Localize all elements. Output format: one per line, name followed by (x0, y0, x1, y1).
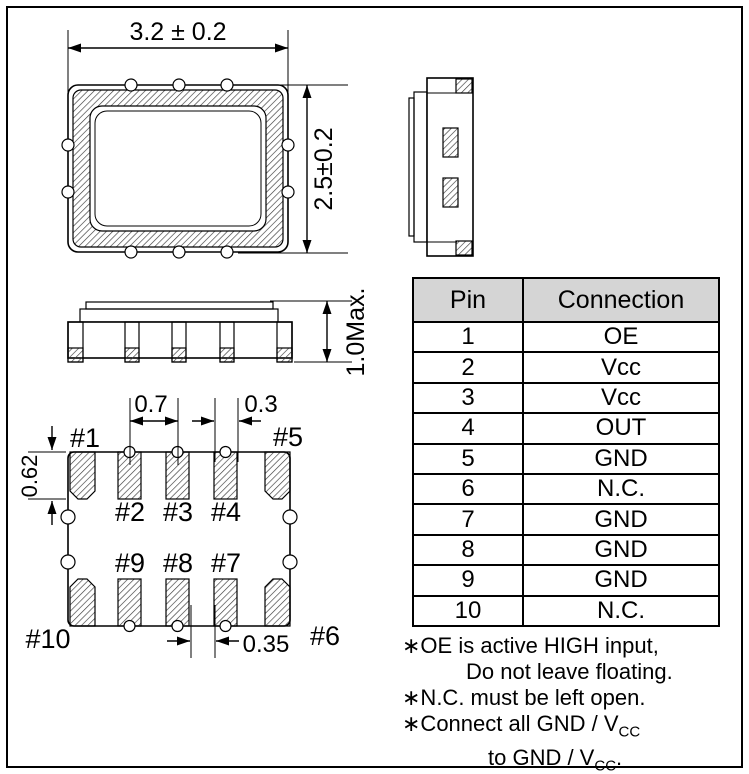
pin-connection: GND (523, 535, 719, 565)
pad-label-10: #10 (25, 624, 71, 654)
pin-connection: OUT (523, 413, 719, 443)
pad-label-8: #8 (162, 548, 194, 578)
pin-number: 4 (413, 413, 523, 443)
pin-connection: GND (523, 504, 719, 534)
table-row (413, 413, 719, 443)
castellation-notch (173, 79, 185, 91)
table-header-row (413, 278, 719, 322)
pad-4 (214, 452, 237, 499)
pad-10 (70, 579, 95, 626)
pin-number: 10 (413, 596, 523, 626)
pin-connection: GND (523, 444, 719, 474)
pin-connection-table (412, 277, 720, 627)
pad-label-1: #1 (69, 423, 101, 453)
vcc-subscript: CC (618, 723, 641, 741)
seal-hatch (456, 241, 472, 255)
pin-connection: GND (523, 565, 719, 595)
pin-number: 3 (413, 383, 523, 413)
note-gnd-line2 (402, 745, 742, 774)
top-view-drawing (62, 18, 348, 258)
note-oe-line2: Do not leave floating. (466, 659, 673, 684)
pad-1 (70, 452, 95, 499)
pad-label-6: #6 (309, 621, 341, 651)
side-pad (443, 178, 458, 207)
pad-5 (265, 452, 290, 499)
pad-length-label: 0.62 (17, 454, 42, 498)
pin-number: 8 (413, 535, 523, 565)
castellation-notch (62, 139, 74, 151)
castellation-notch (282, 139, 294, 151)
pad-label-7: #7 (210, 548, 242, 578)
pad-6 (265, 579, 290, 626)
pin-number: 7 (413, 504, 523, 534)
pin-number: 6 (413, 474, 523, 504)
pin-connection: Vcc (523, 383, 719, 413)
pin-connection: OE (523, 322, 719, 352)
table-row (413, 444, 719, 474)
front-view-drawing (68, 288, 370, 377)
table-row (413, 596, 719, 626)
pad-pitch-label: 0.7 (134, 391, 168, 418)
bottom-view-drawing (17, 391, 340, 658)
pin-connection: Vcc (523, 352, 719, 382)
pad-label-2: #2 (114, 497, 146, 527)
note-oe-line1: ∗OE is active HIGH input, (402, 633, 659, 658)
pin-connection: N.C. (523, 596, 719, 626)
pad-8 (166, 579, 189, 626)
table-row (413, 504, 719, 534)
table-row (413, 322, 719, 352)
side-pad (443, 128, 458, 157)
pad-9 (118, 579, 141, 626)
castellation-notch (62, 186, 74, 198)
dimension-pad-length (17, 426, 66, 525)
castellation-notch (221, 246, 233, 258)
connection-column-header: Connection (523, 278, 719, 322)
note-gnd-line1-text: ∗Connect all GND / V (402, 711, 619, 736)
pad-label-5: #5 (272, 422, 304, 452)
vcc-subscript: CC (594, 757, 617, 774)
notes-block (402, 633, 742, 774)
pad-label-3: #3 (162, 497, 194, 527)
seal-hatch (456, 79, 472, 93)
notch-width-label: 0.35 (242, 631, 290, 658)
castellation-notch (173, 246, 185, 258)
body-width-label: 3.2 ± 0.2 (129, 18, 227, 46)
table-row (413, 474, 719, 504)
pin-number: 2 (413, 352, 523, 382)
body-thickness-label: 1.0Max. (342, 287, 370, 377)
pin-connection: N.C. (523, 474, 719, 504)
side-view-drawing (409, 78, 473, 256)
note-gnd-line2-period: . (616, 745, 623, 771)
table-row (413, 535, 719, 565)
pad-7 (214, 579, 237, 626)
pad-width-label: 0.3 (244, 391, 278, 418)
note-gnd-line1 (402, 711, 742, 745)
table-row (413, 565, 719, 595)
note-nc: ∗N.C. must be left open. (402, 685, 646, 710)
castellation-notch (282, 186, 294, 198)
pin-number: 9 (413, 565, 523, 595)
castellation-notch (125, 79, 137, 91)
pin-number: 1 (413, 322, 523, 352)
table-row (413, 352, 719, 382)
pin-column-header: Pin (413, 278, 523, 322)
castellation-notch (221, 79, 233, 91)
table-row (413, 383, 719, 413)
body-height-label: 2.5±0.2 (310, 127, 338, 211)
pad-label-9: #9 (114, 548, 146, 578)
pad-label-4: #4 (210, 497, 242, 527)
pin-number: 5 (413, 444, 523, 474)
castellation-notch (125, 246, 137, 258)
note-gnd-line2-text: to GND / V (488, 745, 595, 771)
